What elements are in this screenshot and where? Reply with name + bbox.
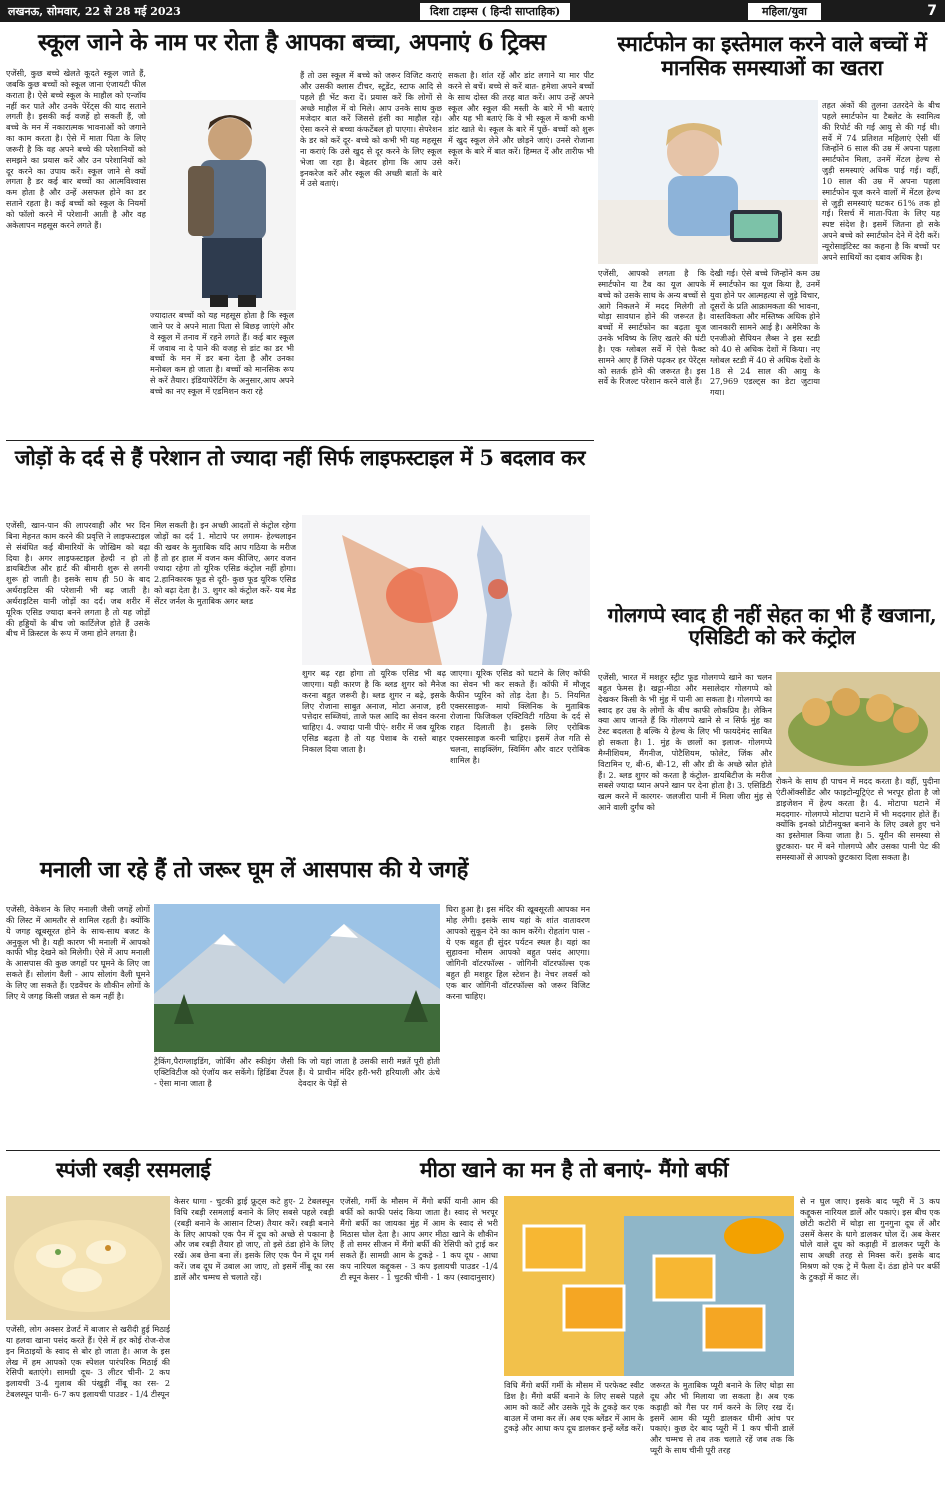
manali-mountain-photo [154,904,440,1052]
joints-col-4: जाएगा। यूरिक एसिड को घटाने के लिए कॉफी का सेवन भी कर सकते हैं। कॉफी में मौजूद कैफीन प्यूरिन को तोड़ देता है। 5. नियमित एक्सरसाइज- मायो क्लिनिक के मुताबिक रोजाना फिजिकल एक्टिविटी गठिया के दर्द से राहत दिलाती है। इसके लिए एरोबिक एक्सरसाइज करनी चाहिए। इसमें तेज गति से चलना, साइक्लिंग, स्विमिंग और वाटर एरोबिक शामिल है। [450,668,590,765]
rabri-headline: स्पंजी रबड़ी रसमलाई [56,1157,211,1182]
smartphone-col-1: एजेंसी, आपको लगता है कि स्मार्टफोन या टैब का यूज आपके बच्चे को उसके साथ के अन्य बच्चों से आगे निकलने में मदद मिलेगी तो थोड़ा सावधान होने की जरूरत है। बच्चों में स्मार्टफोन का बढ़ता यूज उनके भविष्य के लिए खतरे की घंटी है। एक ग्लोबल सर्वे में ऐसे फैक्ट सामने आए हैं जिसे पढ़कर हर पेरेंट्स को सतर्क होने की जरूरत है। इस सर्वे के रिजल्ट परेशान करने वाले हैं। [598,268,706,387]
mango-col-3: जरूरत के मुताबिक प्यूरी बनाने के लिए थोड़ा सा दूध और भी मिलाया जा सकता है। अब एक कड़ाही को गैस पर गर्म करने के लिए रख दें। इसमें आम की प्यूरी डालकर धीमी आंच पर पकाएं। कुछ देर बाद प्यूरी में 1 कप चीनी डालें और चम्मच से तब तक चलाते रहें जब तक कि प्यूरी के साथ चीनी पूरी तरह [650,1380,794,1456]
mango-col-4: से न घुल जाए। इसके बाद प्यूरी में 3 कप कद्दूकस नारियल डालें और पकाएं। इस बीच एक छोटी कटोरी में थोड़ा सा गुनगुना दूध लें और उसमें केसर के धागे डालकर घोल दें। अब केसर घोले वाले दूध को कड़ाही में डालकर प्यूरी के साथ अच्छी तरह से मिक्स करें। इसके बाद मिश्रण को एक ट्रे में फैला दें। ठंडा होने पर बर्फी के टुकड़ों में काट लें। [800,1196,940,1282]
manali-col-1: एजेंसी, वेकेशन के लिए मनाली जैसी जगहें लोगों की लिस्ट में आमतौर से शामिल रहती है। क्योंकि ये जगह खूबसूरत होने के साथ-साथ बजट के अनुकूल भी है। यही कारण भी मनाली में आपको काफी भीड़ देखने को मिलेगी। ऐसे में आप मनाली के आसपास की कुछ जगहों पर घूमने के लिए जा सकते हैं। सोलांग वैली - आप सोलांग वैली घूमने के लिए जा सकते हैं। एडवेंचर के शौकीन लोगों के लिए ये जगह किसी जन्नत से कम नहीं है। [6,904,150,1001]
joints-col-2: मिल सकती है। इन अच्छी आदतों से कंट्रोल रहेगा जोड़ों का दर्द 1. मोटापे पर लगाम- हेल्थलाइन की खबर के मुताबिक यदि आप गठिया के मरीज हैं तो हर हाल में वजन कम कीजिए, अगर वजन ज्यादा रहेगा तो यूरिक एसिड कंट्रोल नहीं होगा। 2.हानिकारक फूड से दूरी- कुछ फूड यूरिक एसिड को बढ़ा देता है। 3. शुगर को कंट्रोल करें- यब मेड सेंटर जर्नल के मुताबिक अगर ब्लड [154,520,296,606]
child-with-phone-photo [598,100,818,264]
section-label: महिला/युवा [748,3,821,20]
joints-headline: जोड़ों के दर्द से हैं परेशान तो ज्यादा नहीं सिर्फ लाइफस्टाइल में 5 बदलाव कर [14,445,586,470]
mango-barfi-photo [504,1196,794,1376]
school-col-3: हैं तो उस स्कूल में बच्चे को जरूर विजिट कराएं और उसकी क्लास टीचर, स्टूडेंट, स्टाफ आदि से पहले ही भेंट करा दें। प्रयास करें कि लोगों से अच्छे माहौल में वो मिले। आप उनके साथ कुछ मजेदार बात करें जिससे हंसी का माहौल रहे। ऐसा करने से बच्चा कंफर्टेबल हो पाएगा। सेपरेशन के डर को करें दूर- बच्चे को कभी भी यह महसूस ना कराएं कि उसे खुद से दूर करने के लिए स्कूल भेजा जा रहा है। बेहतर होगा कि आप उसे इनकरेज करें और स्कूल की अच्छी बातों के बारे में उसे बताएं। [300,70,442,189]
school-headline: स्कूल जाने के नाम पर रोता है आपका बच्चा, अपनाएं 6 ट्रिक्स [38,29,546,56]
divider [6,1150,940,1151]
knee-pain-photo [302,515,590,665]
joints-col-3: शुगर बढ़ रहा होगा तो यूरिक एसिड भी बढ़ जाएगा। यही कारण है कि ब्लड शुगर को मैनेज करना बहुत जरूरी है। ब्लड शुगर न बढ़े, इसके लिए रोजाना साबुत अनाज, मोटा अनाज, हरी पत्तेदार सब्जियां, ताजे फल आदि का सेवन करना चाहिए। 4. ज्यादा पानी पीएं- शरीर में जब यूरिक एसिड बढ़ता है तो यह पेशाब के रास्ते बाहर निकाल दिया जाता है। [302,668,446,754]
manali-headline: मनाली जा रहे हैं तो जरूर घूम लें आसपास की ये जगहें [40,857,469,883]
school-col-1: एजेंसी, कुछ बच्चे खेलते कूदते स्कूल जाते हैं, जबकि कुछ बच्चों को स्कूल जाना एंजायटी फील कराता है। ऐसे बच्चे स्कूल के माहौल को एन्जॉय नहीं कर पाते और उनके पेरेंट्स की याद सताने लगती है। इसकी कई वजहें हो सकती हैं, जो बच्चे के मन में नकारात्मक भावनाओं को जगाने का काम करता है। ऐसे में माता पिता के लिए जरूरी है कि वह अपने बच्चे की परेशानियों को समझने का प्रयास करें और उन परेशानियों को दूर करने का उपाय करें। स्कूल जाने से क्यों लगता है डर कई बार बच्चों का आत्मविश्वास कम होता है और उन्हें असफल होने का डर सताने रहता है। कई बच्चों को स्कूल के नियमों को फॉलो करने में परेशानी आती है और वह अकेलापन महसूस करने लगते हैं। [6,68,146,230]
manali-col-4: घिरा हुआ है। इस मंदिर की खूबसूरती आपका मन मोह लेगी। इसके साथ यहां के शांत वातावरण आपको सुकून देने का काम करेंगे। रोहतांग पास - ये एक बहुत ही सुंदर पर्यटन स्थल है। यहां का सुहावना मौसम आपको बहुत पसंद आएगा। जोगिनी वॉटरफॉल्स - जोगिनी वॉटरफॉल्स एक बहुत ही मशहूर हिल स्टेशन है। नेचर लवर्स को एक बार जोगिनी वॉटरफॉल्स को जरूर विजिट करना चाहिए। [446,904,590,1001]
page-number: 7 [927,3,937,19]
mango-headline: मीठा खाने का मन है तो बनाएं- मैंगो बर्फी [420,1157,729,1182]
smartphone-col-side: तहत अंकों की तुलना उतरदेने के बीच पहले स्मार्टफोन या टैबलेट के स्वामित्व की रिपोर्ट की गई आयु से की गई थी। सर्वे में 74 प्रतिशत महिलाएं ऐसी थीं जिन्होंने 6 साल की उम्र में अपना पहला स्मार्टफोन मिला, उनमें मेंटल हेल्थ से जुड़ी समस्याएं अधिक पाई गई। वहीं, 10 साल की उम्र में अपना पहला स्मार्टफोन यूज करने वालों में मेंटल हेल्थ से जुड़ी समस्याएं घटकर 61% तक हो गई। रिसर्च में माता-पिता के लिए यह स्पष्ट संदेश है। इसमें जितना हो सके अपने बच्चे को स्मार्टफोन देने में देरी करें। न्यूरोसाइंटिस्ट का कहना है कि बच्चों पर अपने साथियों का दबाव अधिक है। [822,100,940,262]
smartphone-col-2: देखी गई। ऐसे बच्चे जिन्होंने कम उम्र में स्मार्टफोन का यूज किया है, उनमें युवा होने पर आत्महत्या से जुड़े विचार, दूसरों के प्रति आक्रामकता की भावना, वास्तविकता और मस्तिष्क अधिक होने जानकारी सामने आई है। अमेरिका के एनजीओ सैपियन लैब्स ने इस स्टडी को 40 से अधिक देशों में किया। नए ग्लोबल स्टडी में 40 से अधिक देशों के 18 से 24 साल की आयु के 27,969 एडल्ट्स का डेटा जुटाया गया। [710,268,820,398]
mango-col-2: विधि मैंगो बर्फी गर्मी के मौसम में परफेक्ट स्वीट डिश है। मैंगो बर्फी बनाने के लिए सबसे पहले आम को काटें और उसके गूदे के टुकड़े कर एक बाउल में जमा कर लें। अब एक ब्लेंडर में आम के टुकड़े और आधा कप दूध डालकर इन्हें ब्लेंड करें। [504,1380,644,1434]
golgappe-photo [776,672,940,772]
golgappe-col-1: एजेंसी, भारत में मशहूर स्ट्रीट फूड गोलगप्पे खाने का चलन बहुत फेमस है। खट्टा-मीठा और मसालेदार गोलगप्पे को देखकर किसी के भी मुंह में पानी आ सकता है। गोलगप्पे का स्वाद हर उम्र के लोगों के बीच काफी लोकप्रिय है। लेकिन क्या आप जानते हैं कि गोलगप्पे खाने से न सिर्फ मुंह का टेस्ट बदलता है बल्कि ये हेल्थ के लिए भी फायदेमंद साबित हो सकता है। 1. मुंह के छालों का इलाज- गोलगप्पे मैग्नीशियम, मैंगनीज, पोटैशियम, फोलेट, जिंक और विटामिन ए, बी-6, बी-12, सी और डी के अच्छे स्रोत होते हैं। 2. ब्लड शुगर को करता है कंट्रोल- डायबिटीज के मरीज सबसे ज्यादा ध्यान अपने खान पर देना होता है। 3. एसिडिटी खत्म करने में कारगर- जलजीरा पानी में मिला जीरा मुंह से आने वाली दुर्गंध को [598,672,772,813]
manali-col-2: ट्रैकिंग,पैराग्लाइडिंग, जोर्बिंग और स्कीइंग जैसी एक्टिविटीज को एंजॉय कर सकेंगे। हिडिंबा टेंपल - ऐसा माना जाता है [154,1056,294,1088]
smartphone-headline: स्मार्टफोन का इस्तेमाल करने वाले बच्चों में मानसिक समस्याओं का खतरा [617,31,927,80]
golgappe-headline: गोलगप्पे स्वाद ही नहीं सेहत का भी हैं खजाना, एसिडिटी को करे कंट्रोल [607,603,937,650]
rasmalai-photo [6,1196,170,1320]
school-col-4: सकता है। शांत रहें और डांट लगाने या मार पीट करने से बचें। बच्चे से करें बात- हमेशा अपने बच्चों के साथ दोस्त की तरह बात करें। आप उन्हें अपने स्कूल और स्कूल की मस्ती के बारे में भी बताएं और यह भी बताएं कि वे भी स्कूल में कभी कभी डांट खाते थे। स्कूल के बारे में पूछें- बच्चों को शुरू में खुद स्कूल लेने और छोड़ने जाएं। उनसे रोजाना स्कूल के बारे में बात करें। हिम्मत दें और तारीफ भी करें। [448,70,594,167]
joints-col-1: एजेंसी, खान-पान की लापरवाही और भर दिन बिना मेहनत काम करने की प्रवृत्ति ने लाइफस्टाइल से संबंधित कई बीमारियों के जोखिम को बढ़ा दिया है। अगर लाइफस्टाइल हेल्दी न हो तो डायबिटीज और हार्ट की बीमारी शुरू से लगनी शुरू हो जाती है। इसके साथ ही 50 के बाद अर्थराइटिस की परेशानी भी बढ़ जाती है। अर्थराइटिस यानी जोड़ों का दर्द। जब शरीर में यूरिक एसिड ज्यादा बनने लगता है तो यह जोड़ों की हड्डियों के बीच जो कार्टिलेज होते हैं उसके बीच में क्रिस्टल के रूप में जमा होने लगता है। [6,520,150,639]
rabri-col-1: एजेंसी, लोग अक्सर डेजर्ट में बाजार से खरीदी हुई मिठाई या हलवा खाना पसंद करते हैं। ऐसे में हर कोई रोज-रोज इन मिठाइयों के स्वाद से बोर हो जाता है। आज के इस लेख में हम आपको एक स्पेशल पारंपरिक मिठाई की रेसिपी बताएंगे। सामग्री दूध- 3 लीटर चीनी- 2 कप इलायची 3-4 गुलाब की पंखुड़ी नींबू का रस- 2 टेबलस्पून पानी- 6-7 कप इलायची पाउडर - 1/4 टीस्पून [6,1324,170,1400]
masthead-bar [0,0,945,22]
golgappe-col-2: रोकने के साथ ही पाचन में मदद करता है। वहीं, पुदीना एंटीऑक्सीडेंट और फाइटोन्यूट्रिएंट से भरपूर होता है जो डाइजेशन में हेल्प करता है। 4. मोटापा घटाने में मददगार- गोलगप्पे मोटापा घटाने में भी मददगार होते हैं। क्योंकि इनको प्रोटीनयुक्त बनाने के लिए उबले हुए चने का इस्तेमाल किया जाता है। 5. यूरीन की समस्या से छुटकारा- घर में बने गोलगप्पे और उसका पानी पेट की समस्याओं से आपको छुटकारा दिला सकता है। [776,776,940,862]
divider [6,440,594,441]
manali-col-3: कि जो यहां जाता है उसकी सारी मन्नतें पूरी होती हैं। ये प्राचीन मंदिर हरी-भरी हरियाली और ऊंचे देवदार के पेड़ों से [298,1056,440,1088]
school-col-2: ज्यादातर बच्चों को यह महसूस होता है कि स्कूल जाने पर वे अपने माता पिता से बिछड़ जाएंगे और वे स्कूल में तनाव में रहने लगते हैं। कई बार स्कूल में जवाब ना दे पाने की वजह से डांट का डर भी बच्चों के मन में डर बना देता है और उनका मनोबल कम हो जाता है। बच्चों को मानसिक रूप से करें तैयार। इंडियापेरेंटिंग के अनुसार,आप अपने बच्चे का नए स्कूल में एडमिशन करा रहे [150,310,294,396]
mango-col-1: एजेंसी, गर्मी के मौसम में मैंगो बर्फी यानी आम की बर्फी को काफी पसंद किया जाता है। स्वाद से भरपूर मैंगो बर्फी का जायका मुंह में आम के स्वाद से भरी मिठास घोल देता है। आप अगर मीठा खाने के शौकीन हैं तो समर सीजन में मैंगो बर्फी की रेसिपी को ट्राई कर सकते हैं। सामग्री आम के टुकड़े - 1 कप दूध - आधा कप नारियल कद्दूकस - 3 कप इलायची पाउडर -1/4 टी स्पून केसर - 1 चुटकी चीनी - 1 कप (स्वादानुसार) [340,1196,498,1282]
rabri-col-2: केसर धागा - चुटकी ड्राई फ्रूट्स कटे हुए- 2 टेबलस्पून विधि रबड़ी रसमलाई बनाने के लिए सबसे पहले रबड़ी (रबड़ी बनाने के आसान टिप्स) तैयार करें। रबड़ी बनाने के लिए आपको एक पैन में दूध को अच्छे से पकाना है और जब रबड़ी तैयार हो जाए, तो इसे ठंडा होने के लिए रखें। अब छेना बना लें। इसके लिए एक पैन में दूध गर्म करें। जब दूध में उबाल आ जाए, तो इसमें नींबू का रस डालें और चम्मच से चलाते रहें। [174,1196,334,1282]
paper-name: दिशा टाइम्स ( हिन्दी साप्ताहिक) [420,3,570,20]
issue-date: लखनऊ, सोमवार, 22 से 28 मई 2023 [8,4,181,18]
